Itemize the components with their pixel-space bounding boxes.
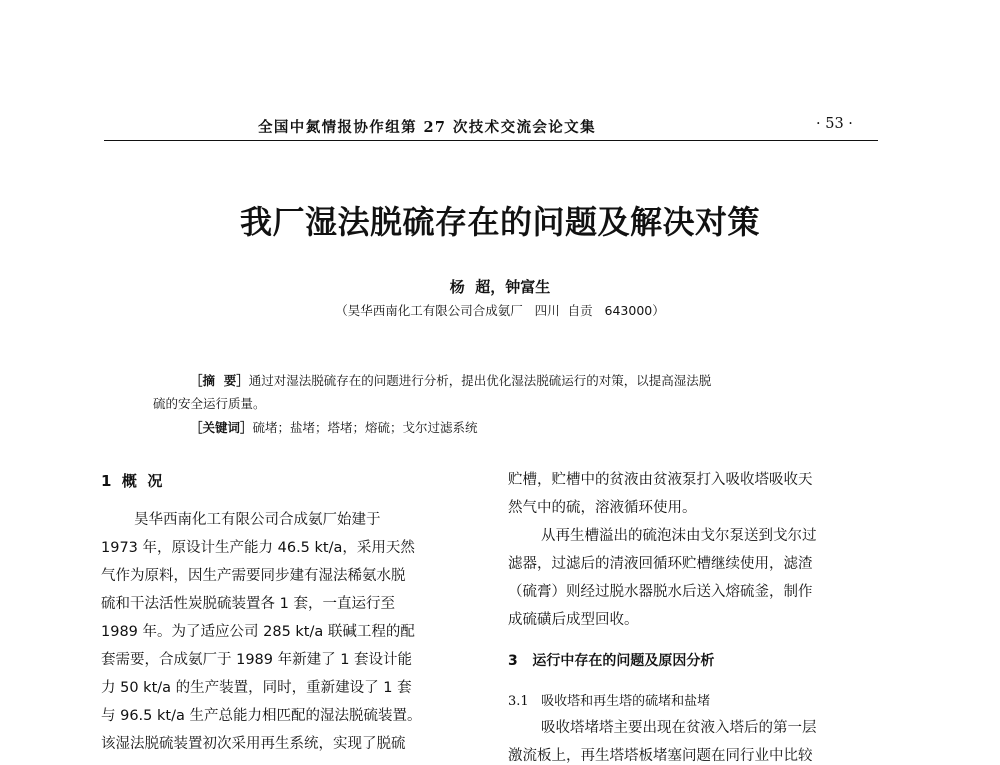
right-line-4: 滤器，过滤后的清液回循环贮槽继续使用，滤渣 (508, 556, 813, 572)
section-3-1-heading: 3.1 吸收塔和再生塔的硫堵和盐堵 (508, 694, 711, 709)
left-line-1: 昊华西南化工有限公司合成氨厂始建于 (134, 512, 381, 528)
section-1-heading: 1 概 况 (101, 472, 163, 490)
right-line-6: 成硫磺后成型回收。 (508, 612, 639, 628)
left-line-2: 1973 年，原设计生产能力 46.5 kt/a，采用天然 (101, 540, 415, 556)
left-line-9: 该湿法脱硫装置初次采用再生系统，实现了脱硫 (101, 736, 406, 752)
page-number: · 53 · (816, 116, 853, 132)
journal-header: 全国中氮情报协作组第 27 次技术交流会论文集 (258, 119, 596, 136)
left-line-5: 1989 年。为了适应公司 285 kt/a 联碱工程的配 (101, 624, 415, 640)
abstract-line-1 (190, 371, 711, 389)
abstract-line-2: 硫的安全运行质量。 (153, 396, 266, 411)
right-line-2: 然气中的硫，溶液循环使用。 (508, 500, 697, 516)
paper-title: 我厂湿法脱硫存在的问题及解决对策 (239, 203, 760, 241)
right-line-5: （硫膏）则经过脱水器脱水后送入熔硫釜，制作 (508, 584, 813, 600)
left-line-8: 与 96.5 kt/a 生产总能力相匹配的湿法脱硫装置。 (101, 708, 422, 724)
affiliation: （昊华西南化工有限公司合成氨厂 四川 自贡 643000） (335, 303, 665, 318)
right-line-8: 激流板上，再生塔塔板堵塞问题在同行业中比较 (508, 748, 813, 764)
keywords-line (190, 418, 478, 436)
abstract-label: ［摘 要］ (190, 373, 249, 388)
left-line-4: 硫和干法活性炭脱硫装置各 1 套，一直运行至 (101, 596, 395, 612)
right-line-1: 贮槽，贮槽中的贫液由贫液泵打入吸收塔吸收天 (508, 472, 813, 488)
right-line-3: 从再生槽溢出的硫泡沫由戈尔泵送到戈尔过 (541, 528, 817, 544)
abstract-text-1: 通过对湿法脱硫存在的问题进行分析，提出优化湿法脱硫运行的对策，以提高湿法脱 (248, 373, 712, 388)
left-line-7: 力 50 kt/a 的生产装置，同时，重新建设了 1 套 (101, 680, 412, 696)
keywords-label: ［关键词］ (190, 420, 253, 435)
authors: 杨 超，钟富生 (449, 278, 551, 296)
left-line-6: 套需要，合成氨厂于 1989 年新建了 1 套设计能 (101, 652, 413, 668)
header-rule (104, 140, 878, 141)
left-line-3: 气作为原料，因生产需要同步建有湿法稀氨水脱 (101, 568, 406, 584)
right-line-7: 吸收塔堵塔主要出现在贫液入塔后的第一层 (541, 720, 817, 736)
keywords-text: 硫堵；盐堵；塔堵；熔硫；戈尔过滤系统 (252, 420, 478, 435)
section-3-heading: 3 运行中存在的问题及原因分析 (508, 653, 715, 669)
